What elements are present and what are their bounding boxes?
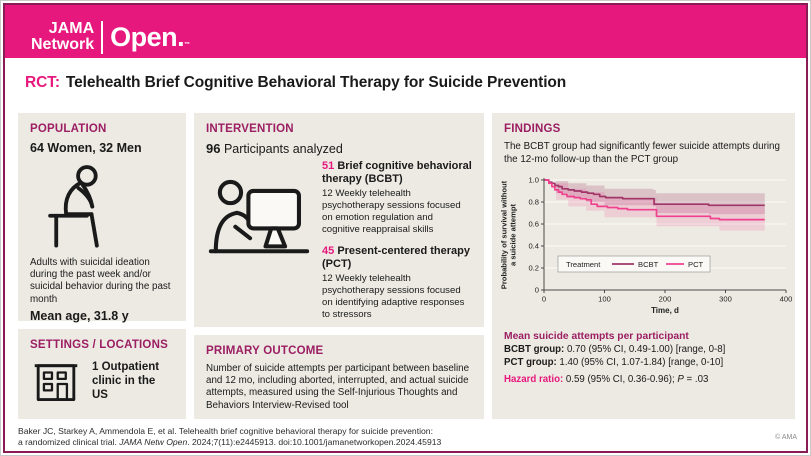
svg-text:0: 0 bbox=[541, 294, 547, 304]
population-panel bbox=[18, 113, 186, 321]
findings-panel bbox=[492, 113, 795, 419]
findings-heading: FINDINGS bbox=[504, 123, 561, 135]
survival-chart bbox=[500, 170, 796, 324]
citation bbox=[18, 426, 441, 448]
logo-jama-text: JAMA bbox=[48, 20, 95, 37]
citation-line1: Baker JC, Starkey A, Ammendola E, et al. Telehealth brief cognitive behavioral therapy for suicide prevention: bbox=[18, 426, 433, 436]
svg-text:0: 0 bbox=[534, 285, 539, 295]
jama-network-wordmark bbox=[31, 21, 103, 54]
logo-open-text: Open.™ bbox=[110, 21, 190, 52]
primary-outcome-text: Number of suicide attempts per participant between baseline and 12 mo, including aborted, interrupted, and actual suicide attempts, measured using the Self-Injurious Thoughts and Behaviors Interview-Revised tool bbox=[206, 363, 470, 411]
svg-text:PCT: PCT bbox=[688, 260, 704, 270]
mean-attempts-title: Mean suicide attempts per participant bbox=[504, 331, 689, 343]
svg-text:200: 200 bbox=[658, 294, 672, 304]
svg-text:BCBT: BCBT bbox=[638, 260, 659, 270]
primary-outcome-panel bbox=[194, 335, 484, 419]
bcbt-stat-line: BCBT group: 0.70 (95% CI, 0.49-1.00) [range, 0-8] bbox=[504, 344, 726, 356]
page-title bbox=[25, 74, 566, 92]
pct-title: Present-centered therapy (PCT) bbox=[322, 244, 470, 270]
population-demographics: 64 Women, 32 Men bbox=[30, 141, 142, 155]
intervention-heading: INTERVENTION bbox=[206, 123, 294, 135]
pct-stat-line: PCT group: 1.40 (95% CI, 1.07-1.84) [range, 0-10] bbox=[504, 356, 724, 368]
title-text: Telehealth Brief Cognitive Behavioral Therapy for Suicide Prevention bbox=[65, 74, 567, 91]
copyright-notice: © AMA bbox=[775, 434, 797, 441]
study-type-tag: RCT: bbox=[25, 74, 60, 91]
jama-network-open-logo bbox=[31, 21, 190, 54]
participants-count-label: Participants analyzed bbox=[223, 142, 343, 156]
intervention-item-bcbt bbox=[322, 160, 472, 236]
intervention-count-line bbox=[206, 141, 472, 156]
trademark-symbol: ™ bbox=[184, 41, 190, 48]
population-description: Adults with suicidal ideation during the past week and/or suicidal behavior during the past month bbox=[30, 257, 171, 305]
brand-band bbox=[5, 5, 806, 58]
svg-text:400: 400 bbox=[779, 294, 793, 304]
settings-heading: SETTINGS / LOCATIONS bbox=[30, 339, 168, 351]
bcbt-count: 51 bbox=[322, 160, 335, 172]
hazard-ratio-line: Hazard ratio: 0.59 (95% CI, 0.36-0.96); P = .03 bbox=[504, 374, 709, 386]
person-sitting-distressed-icon bbox=[32, 159, 174, 251]
svg-text:0.4: 0.4 bbox=[528, 241, 539, 251]
findings-stats bbox=[504, 331, 783, 385]
participants-count: 96 bbox=[206, 141, 221, 156]
bcbt-description: 12 Weekly telehealth psychotherapy sessions focused on emotion regulation and cognitive reappraisal skills bbox=[322, 187, 461, 235]
intervention-item-pct bbox=[322, 245, 472, 321]
person-at-computer-icon bbox=[206, 160, 314, 330]
svg-text:1.0: 1.0 bbox=[528, 175, 539, 185]
svg-text:0.2: 0.2 bbox=[528, 263, 539, 273]
population-heading: POPULATION bbox=[30, 123, 107, 135]
intervention-panel bbox=[194, 113, 484, 327]
svg-text:300: 300 bbox=[719, 294, 732, 304]
svg-text:Time, d: Time, d bbox=[651, 306, 679, 316]
svg-text:0.8: 0.8 bbox=[528, 197, 539, 207]
logo-network-text: Network bbox=[31, 36, 95, 54]
bcbt-title: Brief cognitive behavioral therapy (BCBT) bbox=[322, 160, 472, 185]
population-mean-age: Mean age, 31.8 y bbox=[30, 308, 129, 323]
pct-description: 12 Weekly telehealth psychotherapy sessions focused on identifying adaptive responses to stressors bbox=[322, 272, 465, 320]
pct-count: 45 bbox=[322, 244, 335, 257]
findings-summary: The BCBT group had significantly fewer suicide attempts during the 12-mo follow-up than the PCT group bbox=[504, 141, 780, 165]
svg-text:100: 100 bbox=[598, 294, 611, 304]
citation-line2: a randomized clinical trial. JAMA Netw Open. 2024;7(11):e2445913. doi:10.1001/jamanetworkopen.2024.45913 bbox=[18, 437, 442, 448]
settings-text: 1 Outpatient clinic in the US bbox=[92, 361, 160, 401]
svg-text:0.6: 0.6 bbox=[528, 219, 539, 229]
svg-text:Treatment: Treatment bbox=[566, 260, 601, 270]
primary-outcome-heading: PRIMARY OUTCOME bbox=[206, 345, 324, 357]
settings-panel bbox=[18, 329, 186, 419]
clinic-building-icon bbox=[30, 357, 82, 403]
svg-text:Probability of survival withou: Probability of survival withouta suicide attempt bbox=[500, 180, 518, 290]
